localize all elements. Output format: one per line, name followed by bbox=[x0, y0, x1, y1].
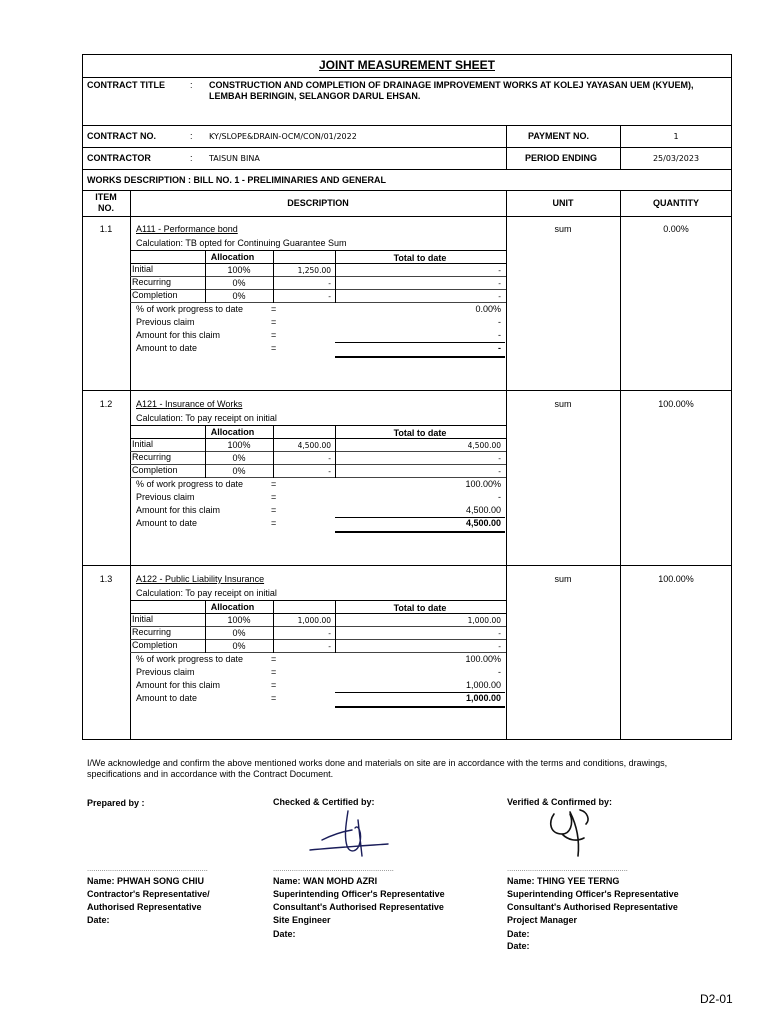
verified-date1: Date: bbox=[507, 929, 530, 939]
item-title: A122 - Public Liability Insurance bbox=[136, 574, 265, 584]
acknowledgement-line1: I/We acknowledge and confirm the above mentioned works done and materials on site are in accordance with the terms and conditions, drawings, bbox=[87, 758, 668, 768]
divider bbox=[620, 190, 621, 740]
divider bbox=[273, 425, 274, 478]
allocation-row-total: - bbox=[498, 454, 501, 463]
item-title: A111 - Performance bond bbox=[136, 224, 238, 234]
summary-value: 4,500.00 bbox=[465, 505, 501, 515]
signature-line-prepared: .......................................................... bbox=[87, 864, 208, 873]
summary-value: - bbox=[498, 317, 501, 327]
allocation-header: Allocation bbox=[210, 427, 255, 437]
divider bbox=[130, 626, 506, 627]
checked-role2: Consultant's Authorised Representative bbox=[273, 902, 444, 912]
summary-label: % of work progress to date bbox=[136, 479, 244, 489]
contract-no-label: CONTRACT NO. bbox=[87, 131, 156, 141]
summary-label: Previous claim bbox=[136, 667, 195, 677]
allocation-row-label: Recurring bbox=[132, 627, 172, 637]
item-calculation: Calculation: To pay receipt on initial bbox=[136, 588, 277, 598]
summary-equals: = bbox=[271, 304, 277, 314]
col-unit: UNIT bbox=[552, 198, 574, 208]
summary-equals: = bbox=[271, 479, 277, 489]
summary-label: % of work progress to date bbox=[136, 654, 244, 664]
allocation-header: Allocation bbox=[210, 252, 255, 262]
summary-label: Previous claim bbox=[136, 317, 195, 327]
allocation-row-percent: 100% bbox=[227, 615, 251, 625]
divider bbox=[335, 356, 505, 358]
allocation-row-total: - bbox=[498, 266, 501, 275]
prepared-role2: Authorised Representative bbox=[87, 902, 202, 912]
summary-label: Amount to date bbox=[136, 343, 198, 353]
signature-line-checked: .......................................................... bbox=[273, 864, 394, 873]
allocation-row-amount: - bbox=[328, 454, 331, 463]
contractor-label: CONTRACTOR bbox=[87, 153, 151, 163]
contract-no: KY/SLOPE&DRAIN-OCM/CON/01/2022 bbox=[209, 132, 357, 141]
summary-label: Amount for this claim bbox=[136, 505, 221, 515]
divider bbox=[205, 250, 206, 303]
summary-value: - bbox=[498, 667, 501, 677]
divider bbox=[130, 289, 506, 290]
verified-date2: Date: bbox=[507, 941, 530, 951]
checked-role1: Superintending Officer's Representative bbox=[273, 889, 445, 899]
allocation-row-label: Completion bbox=[132, 465, 178, 475]
summary-value: 100.00% bbox=[465, 654, 501, 664]
summary-equals: = bbox=[271, 518, 277, 528]
summary-equals: = bbox=[271, 505, 277, 515]
summary-equals: = bbox=[271, 492, 277, 502]
divider bbox=[130, 302, 506, 303]
divider bbox=[82, 147, 732, 148]
allocation-row-percent: 0% bbox=[232, 641, 246, 651]
summary-label: Amount for this claim bbox=[136, 680, 221, 690]
allocation-row-label: Initial bbox=[132, 614, 154, 624]
summary-value: 1,000.00 bbox=[465, 680, 501, 690]
allocation-row-total: - bbox=[498, 467, 501, 476]
allocation-row-amount: 4,500.00 bbox=[297, 441, 331, 450]
divider bbox=[82, 125, 732, 126]
item-quantity: 100.00% bbox=[658, 574, 694, 584]
summary-equals: = bbox=[271, 654, 277, 664]
allocation-row-amount: - bbox=[328, 629, 331, 638]
col-quantity: QUANTITY bbox=[653, 198, 699, 208]
verified-role1: Superintending Officer's Representative bbox=[507, 889, 679, 899]
contract-title-line2: LEMBAH BERINGIN, SELANGOR DARUL EHSAN. bbox=[209, 91, 421, 101]
allocation-row-total: 1,000.00 bbox=[467, 616, 501, 625]
col-item-line2: NO. bbox=[97, 203, 114, 213]
summary-label: Previous claim bbox=[136, 492, 195, 502]
checked-by-label: Checked & Certified by: bbox=[273, 797, 375, 807]
summary-value: 100.00% bbox=[465, 479, 501, 489]
divider bbox=[130, 613, 506, 614]
prepared-role1: Contractor's Representative/ bbox=[87, 889, 210, 899]
signature-line-verified: .......................................................... bbox=[507, 864, 628, 873]
allocation-row-percent: 0% bbox=[232, 466, 246, 476]
checked-name: Name: WAN MOHD AZRI bbox=[273, 876, 378, 886]
divider bbox=[335, 600, 336, 653]
divider bbox=[205, 425, 206, 478]
period-ending: 25/03/2023 bbox=[652, 154, 700, 163]
divider bbox=[130, 250, 506, 251]
allocation-row-percent: 0% bbox=[232, 628, 246, 638]
item-quantity: 0.00% bbox=[663, 224, 689, 234]
signature-wan-mohd-azri bbox=[300, 806, 395, 866]
divider bbox=[82, 190, 732, 191]
divider bbox=[130, 652, 506, 653]
divider bbox=[130, 464, 506, 465]
summary-value: 4,500.00 bbox=[465, 518, 501, 528]
divider bbox=[130, 263, 506, 264]
divider bbox=[130, 600, 506, 601]
allocation-row-amount: - bbox=[328, 279, 331, 288]
allocation-row-percent: 100% bbox=[227, 265, 251, 275]
acknowledgement-line2: specifications and in accordance with the Contract Document. bbox=[87, 769, 334, 779]
allocation-header: Allocation bbox=[210, 602, 255, 612]
summary-label: Amount to date bbox=[136, 518, 198, 528]
verified-name: Name: THING YEE TERNG bbox=[507, 876, 620, 886]
divider bbox=[335, 425, 336, 478]
summary-label: Amount for this claim bbox=[136, 330, 221, 340]
contractor-name: TAISUN BINA bbox=[209, 154, 260, 163]
summary-value: - bbox=[498, 330, 501, 340]
allocation-row-label: Recurring bbox=[132, 277, 172, 287]
item-calculation: Calculation: To pay receipt on initial bbox=[136, 413, 277, 423]
item-unit: sum bbox=[554, 574, 572, 584]
divider bbox=[130, 190, 131, 740]
checked-date: Date: bbox=[273, 929, 296, 939]
verified-role2: Consultant's Authorised Representative bbox=[507, 902, 678, 912]
divider bbox=[82, 390, 732, 391]
item-calculation: Calculation: TB opted for Continuing Guarantee Sum bbox=[136, 238, 347, 248]
divider bbox=[82, 169, 732, 170]
allocation-row-total: 4,500.00 bbox=[467, 441, 501, 450]
allocation-row-amount: 1,250.00 bbox=[297, 266, 331, 275]
allocation-row-label: Completion bbox=[132, 640, 178, 650]
payment-no-label: PAYMENT NO. bbox=[528, 131, 590, 141]
prepared-date: Date: bbox=[87, 915, 110, 925]
item-number: 1.2 bbox=[99, 399, 113, 409]
signature-thing-yee-terng bbox=[540, 804, 600, 862]
colon: : bbox=[190, 80, 193, 90]
summary-equals: = bbox=[271, 343, 277, 353]
divider bbox=[335, 342, 505, 343]
divider bbox=[130, 477, 506, 478]
period-ending-label: PERIOD ENDING bbox=[525, 153, 598, 163]
allocation-row-total: - bbox=[498, 629, 501, 638]
divider bbox=[130, 276, 506, 277]
divider bbox=[335, 706, 505, 708]
page-code: D2-01 bbox=[700, 992, 733, 1006]
prepared-name: Name: PHWAH SONG CHIU bbox=[87, 876, 205, 886]
allocation-row-label: Initial bbox=[132, 439, 154, 449]
divider bbox=[620, 125, 621, 169]
divider bbox=[82, 565, 732, 566]
summary-equals: = bbox=[271, 667, 277, 677]
col-item-line1: ITEM bbox=[95, 192, 117, 202]
summary-equals: = bbox=[271, 693, 277, 703]
divider bbox=[82, 77, 732, 78]
summary-equals: = bbox=[271, 317, 277, 327]
divider bbox=[205, 600, 206, 653]
item-unit: sum bbox=[554, 224, 572, 234]
prepared-by-label: Prepared by : bbox=[87, 798, 145, 808]
total-to-date-header: Total to date bbox=[393, 253, 447, 263]
summary-value: - bbox=[498, 343, 501, 353]
divider bbox=[335, 250, 336, 303]
divider bbox=[335, 531, 505, 533]
summary-label: Amount to date bbox=[136, 693, 198, 703]
summary-label: % of work progress to date bbox=[136, 304, 244, 314]
item-unit: sum bbox=[554, 399, 572, 409]
item-quantity: 100.00% bbox=[658, 399, 694, 409]
allocation-row-percent: 0% bbox=[232, 278, 246, 288]
summary-equals: = bbox=[271, 680, 277, 690]
divider bbox=[130, 639, 506, 640]
verified-role3: Project Manager bbox=[507, 915, 578, 925]
divider bbox=[273, 600, 274, 653]
divider bbox=[130, 438, 506, 439]
allocation-row-total: - bbox=[498, 292, 501, 301]
allocation-row-amount: 1,000.00 bbox=[297, 616, 331, 625]
item-number: 1.1 bbox=[99, 224, 113, 234]
allocation-row-label: Initial bbox=[132, 264, 154, 274]
payment-no: 1 bbox=[673, 132, 679, 141]
allocation-row-total: - bbox=[498, 279, 501, 288]
total-to-date-header: Total to date bbox=[393, 603, 447, 613]
contract-title-label: CONTRACT TITLE bbox=[87, 80, 165, 90]
works-description: WORKS DESCRIPTION : BILL NO. 1 - PRELIMINARIES AND GENERAL bbox=[87, 175, 387, 185]
divider bbox=[273, 250, 274, 303]
item-title: A121 - Insurance of Works bbox=[136, 399, 243, 409]
divider bbox=[335, 517, 505, 518]
allocation-row-percent: 100% bbox=[227, 440, 251, 450]
col-description: DESCRIPTION bbox=[287, 198, 349, 208]
checked-role3: Site Engineer bbox=[273, 915, 331, 925]
divider bbox=[82, 216, 732, 217]
sheet-title: JOINT MEASUREMENT SHEET bbox=[318, 58, 495, 72]
allocation-row-amount: - bbox=[328, 467, 331, 476]
colon: : bbox=[190, 153, 193, 163]
total-to-date-header: Total to date bbox=[393, 428, 447, 438]
divider bbox=[506, 125, 507, 169]
allocation-row-label: Completion bbox=[132, 290, 178, 300]
allocation-row-total: - bbox=[498, 642, 501, 651]
summary-equals: = bbox=[271, 330, 277, 340]
item-number: 1.3 bbox=[99, 574, 113, 584]
verified-by-label: Verified & Confirmed by: bbox=[507, 797, 613, 807]
allocation-row-amount: - bbox=[328, 292, 331, 301]
summary-value: 1,000.00 bbox=[465, 693, 501, 703]
divider bbox=[130, 425, 506, 426]
allocation-row-percent: 0% bbox=[232, 453, 246, 463]
allocation-row-label: Recurring bbox=[132, 452, 172, 462]
contract-title-line1: CONSTRUCTION AND COMPLETION OF DRAINAGE IMPROVEMENT WORKS AT KOLEJ YAYASAN UEM (KYUEM), bbox=[209, 80, 694, 90]
summary-value: 0.00% bbox=[475, 304, 501, 314]
divider bbox=[506, 190, 507, 740]
divider bbox=[335, 692, 505, 693]
colon: : bbox=[190, 131, 193, 141]
divider bbox=[130, 451, 506, 452]
allocation-row-percent: 0% bbox=[232, 291, 246, 301]
allocation-row-amount: - bbox=[328, 642, 331, 651]
summary-value: - bbox=[498, 492, 501, 502]
